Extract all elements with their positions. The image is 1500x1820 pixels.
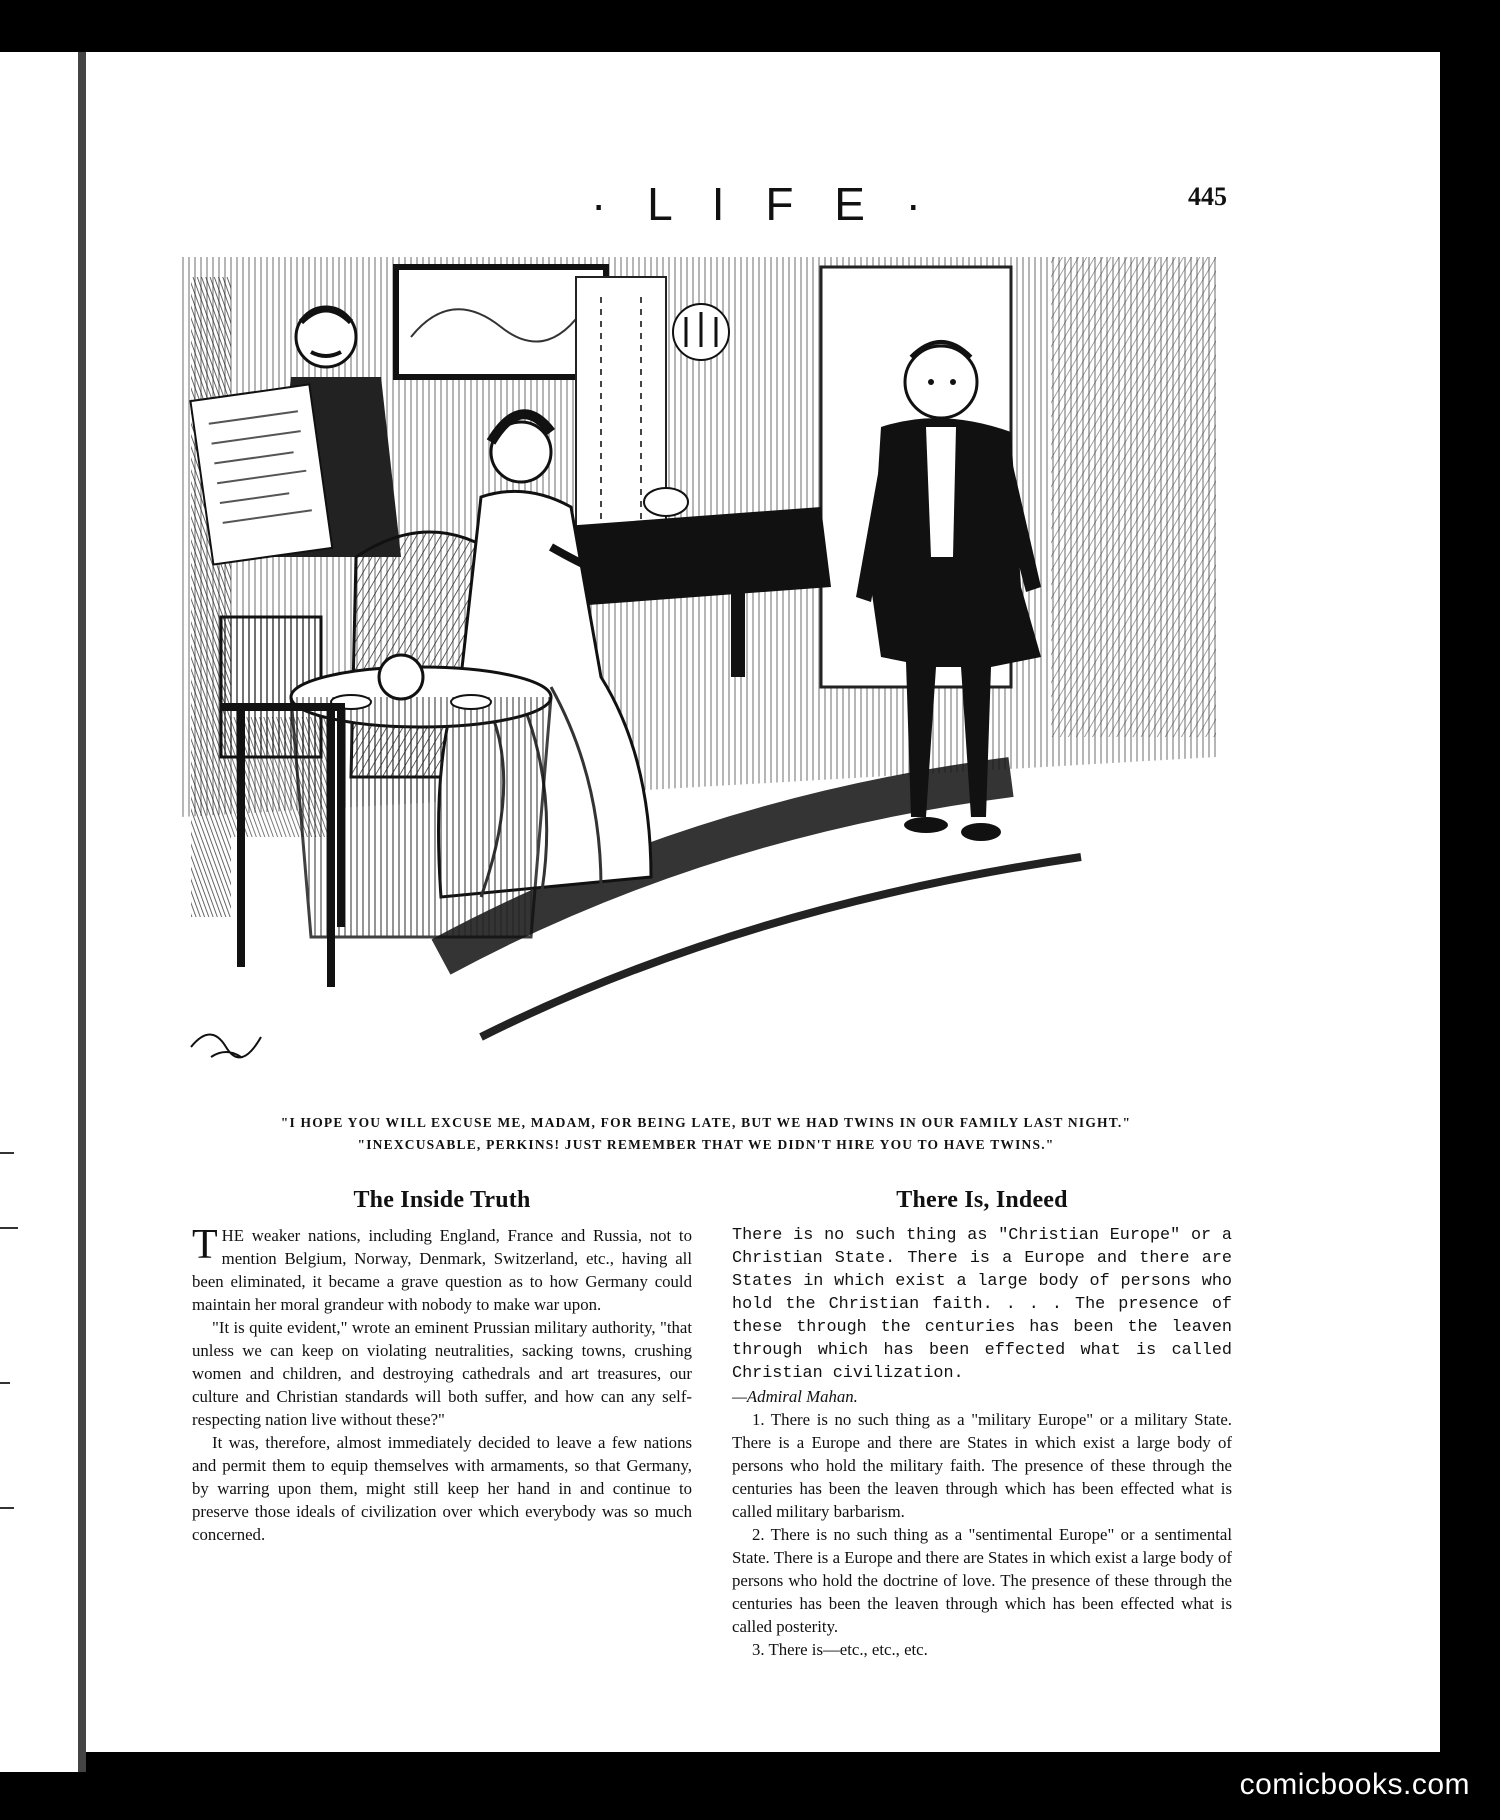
- book-spine: [78, 52, 86, 1772]
- masthead-title: · L I F E ·: [591, 178, 935, 230]
- article-paragraph: It was, therefore, almost immediately decided to leave a few nations and permit them to equip themselves with armaments, so that Germany, by warring upon them, might still keep her hand in and continue to preserve those ideals of civilization over which everybody was so much concerned.: [192, 1433, 692, 1544]
- facing-page-mark: [0, 1152, 14, 1154]
- article-paragraph: "It is quite evident," wrote an eminent Prussian military authority, "that unless we can keep on violating neutralities, sacking towns, crushing women and children, and destroying cathedrals and art treasures, our culture and Christian standards will both suffer, and how can any self-respecting nation live without these?": [192, 1318, 692, 1429]
- caption-line-1: "I HOPE YOU WILL EXCUSE ME, MADAM, FOR BEING LATE, BUT WE HAD TWINS IN OUR FAMILY LAST NIGHT.": [280, 1115, 1132, 1130]
- epigraph-attribution: —Admiral Mahan.: [732, 1387, 858, 1406]
- facing-page-mark: [0, 1382, 10, 1384]
- numbered-paragraph: 1. There is no such thing as a "military Europe" or a military State. There is a Europe and there are States in which exist a large body of persons who hold the military faith. The presence of these through the centuries has been the leaven through which has been effected what is called military barbarism.: [732, 1410, 1232, 1521]
- drop-cap: T: [192, 1222, 218, 1268]
- numbered-paragraph: 2. There is no such thing as a "sentimental Europe" or a sentimental State. There is a Europe and there are States in which exist a large body of persons who hold the doctrine of love. The presence of these through the centuries has been the leaven through which has been effected what is called posterity.: [732, 1525, 1232, 1636]
- epigraph-quote: There is no such thing as "Christian Europe" or a Christian State. There is a Europe and there are States in which exist a large body of persons who hold the Christian faith. . . . The presence of these through the centuries has been the leaven through which has been effected what is called Christian civilization.: [732, 1226, 1232, 1383]
- cartoon-illustration: [181, 257, 1216, 1082]
- magazine-page: [86, 52, 1440, 1752]
- article-title: There Is, Indeed: [896, 1187, 1068, 1213]
- facing-page-mark: [0, 1227, 18, 1229]
- facing-page-mark: [0, 1507, 14, 1509]
- caption-line-2: "INEXCUSABLE, PERKINS! JUST REMEMBER THAT WE DIDN'T HIRE YOU TO HAVE TWINS.": [357, 1137, 1055, 1152]
- facing-page-edge: [0, 52, 82, 1772]
- article-title: The Inside Truth: [353, 1187, 531, 1213]
- article-inside-truth: [192, 1187, 692, 1546]
- page-number: 445: [1188, 182, 1227, 211]
- watermark: comicbooks.com: [1239, 1768, 1470, 1801]
- cartoon-drawing: [181, 257, 1216, 1082]
- article-paragraph: [192, 1224, 692, 1316]
- article-there-is-indeed: [732, 1187, 1232, 1661]
- paragraph-text: HE weaker nations, including England, France and Russia, not to mention Belgium, Norway, Denmark, Switzerland, etc., having all been eliminated, it became a grave question as to how Germany could maintain her moral grandeur with nobody to make war upon.: [192, 1226, 692, 1314]
- cartoon-caption: [206, 1112, 1206, 1156]
- numbered-paragraph: 3. There is—etc., etc., etc.: [752, 1640, 928, 1659]
